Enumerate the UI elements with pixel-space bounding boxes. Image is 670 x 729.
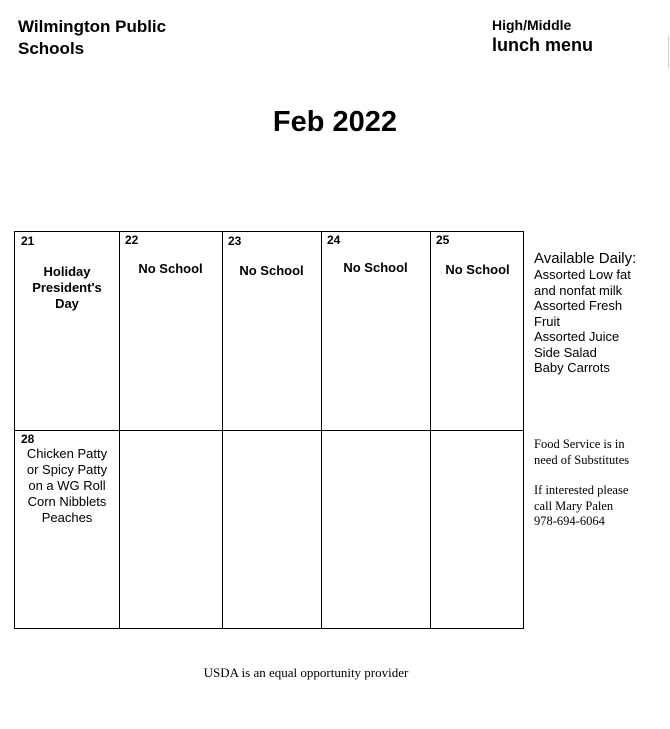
month-title: Feb 2022 [272,106,398,138]
district-line-2: Schools [18,39,85,58]
day-number: 28 [21,432,35,446]
menu-type [492,17,662,56]
available-item: Assorted Low fat [534,267,631,282]
page-edge-mark [668,36,669,68]
menu-line: No School [239,263,304,278]
menu-line: Day [55,296,79,311]
day-menu [222,263,321,279]
menu-line: Chicken Patty [26,446,108,461]
menu-level: High/Middle [492,17,572,33]
menu-line: on a WG Roll [28,478,106,493]
menu-line: No School [445,262,510,277]
day-menu [321,260,430,276]
menu-line: Peaches [41,510,93,525]
menu-line: Corn Nibblets [27,494,107,509]
notice-line: call Mary Palen [534,498,614,513]
available-item: Baby Carrots [534,360,610,375]
day-menu [15,264,119,312]
usda-footer: USDA is an equal opportunity provider [203,665,409,680]
day-number: 21 [21,234,35,248]
contact-phone: 978-694-6064 [534,514,605,528]
grid-line [15,430,523,431]
day-number: 23 [228,234,242,248]
day-menu [15,446,119,526]
substitutes-notice [534,437,668,530]
day-menu [119,261,222,277]
day-menu [430,262,525,278]
available-item: Assorted Juice [534,329,620,344]
notice-line: need of Substitutes [534,452,630,467]
day-number: 24 [327,233,341,247]
calendar-grid [14,231,524,629]
district-name [18,16,218,60]
notice-spacer [534,468,668,483]
menu-line: Holiday [43,264,91,279]
notice-line: If interested please [534,483,629,497]
menu-line: No School [138,261,203,276]
menu-line: No School [343,260,408,275]
available-item: Side Salad [534,344,597,360]
notice-line: Food Service is in [534,437,625,451]
available-item: Fruit [534,313,560,329]
available-daily [534,250,670,376]
available-item: and nonfat milk [534,282,623,298]
menu-title: lunch menu [492,35,594,55]
menu-line: or Spicy Patty [26,462,108,477]
available-daily-heading: Available Daily: [534,250,637,267]
day-number: 25 [436,233,450,247]
day-number: 22 [125,233,139,247]
district-line-1: Wilmington Public [18,17,167,36]
menu-line: President's [32,280,102,295]
available-item: Assorted Fresh [534,298,623,313]
